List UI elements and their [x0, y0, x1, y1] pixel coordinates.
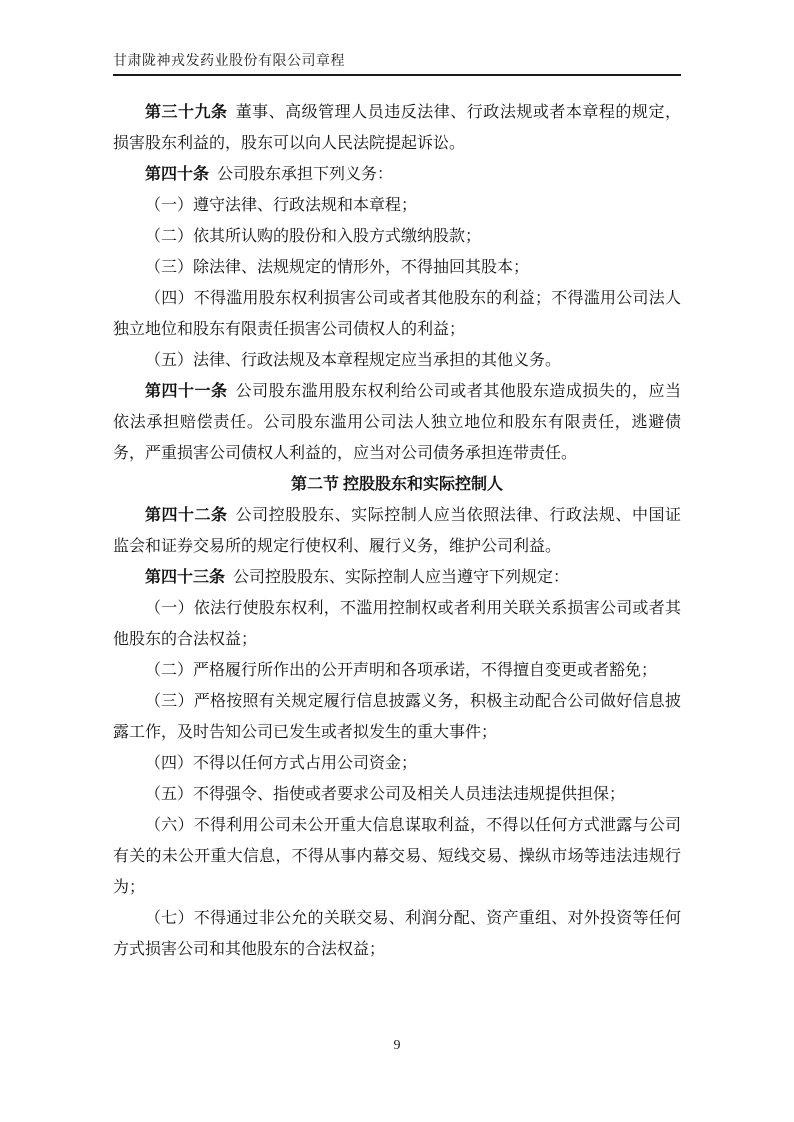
article-paragraph: 第四十一条 公司股东滥用股东权利给公司或者其他股东造成损失的，应当依法承担赔偿责任。公司股东滥用公司法人独立地位和股东有限责任，逃避债务，严重损害公司债权人利益的，应当对公司债务承担连带责任。: [113, 383, 681, 462]
header-title: 甘肃陇神戎发药业股份有限公司章程: [113, 54, 345, 69]
list-item-paragraph: （三）严格按照有关规定履行信息披露义务，积极主动配合公司做好信息披露工作，及时告知公司已发生或者拟发生的重大事件；: [113, 693, 681, 741]
list-item-paragraph: （一）依法行使股东权利，不滥用控制权或者利用关联关系损害公司或者其他股东的合法权益；: [113, 600, 681, 648]
list-item-paragraph: （一）遵守法律、行政法规和本章程；: [145, 197, 418, 214]
list-item-paragraph: （四）不得以任何方式占用公司资金；: [145, 755, 418, 772]
article-paragraph: 第四十条 公司股东承担下列义务：: [145, 166, 394, 183]
list-item-paragraph: （二）依其所认购的股份和入股方式缴纳股款；: [145, 228, 482, 245]
article-paragraph: 第三十九条 董事、高级管理人员违反法律、行政法规或者本章程的规定，损害股东利益的，股东可以向人民法院提起诉讼。: [113, 104, 681, 152]
document-body: [113, 97, 681, 965]
document-footer: [0, 1036, 794, 1054]
article-paragraph: 第四十三条 公司控股股东、实际控制人应当遵守下列规定：: [145, 569, 570, 586]
article-number: 第四十三条: [145, 569, 226, 586]
section-heading: 第二节 控股股东和实际控制人: [290, 476, 503, 493]
page-number: 9: [393, 1038, 401, 1053]
list-item-paragraph: （五）法律、行政法规及本章程规定应当承担的其他义务。: [145, 352, 562, 369]
list-item-paragraph: （七）不得通过非公允的关联交易、利润分配、资产重组、对外投资等任何方式损害公司和其他股东的合法权益；: [113, 910, 681, 958]
list-item-paragraph: （六）不得利用公司未公开重大信息谋取利益，不得以任何方式泄露与公司有关的未公开重大信息，不得从事内幕交易、短线交易、操纵市场等违法违规行为；: [113, 817, 681, 896]
article-number: 第四十一条: [145, 383, 228, 400]
document-header: [113, 50, 681, 76]
article-number: 第三十九条: [145, 104, 228, 121]
article-paragraph: 第四十二条 公司控股股东、实际控制人应当依照法律、行政法规、中国证监会和证券交易所的规定行使权利、履行义务，维护公司利益。: [113, 507, 681, 555]
list-item-paragraph: （四）不得滥用股东权利损害公司或者其他股东的利益；不得滥用公司法人独立地位和股东有限责任损害公司债权人的利益；: [113, 290, 681, 338]
list-item-paragraph: （五）不得强令、指使或者要求公司及相关人员违法违规提供担保；: [145, 786, 626, 803]
article-number: 第四十二条: [145, 507, 228, 524]
list-item-paragraph: （二）严格履行所作出的公开声明和各项承诺，不得擅自变更或者豁免；: [145, 662, 658, 679]
article-number: 第四十条: [145, 166, 210, 183]
list-item-paragraph: （三）除法律、法规规定的情形外，不得抽回其股本；: [145, 259, 530, 276]
